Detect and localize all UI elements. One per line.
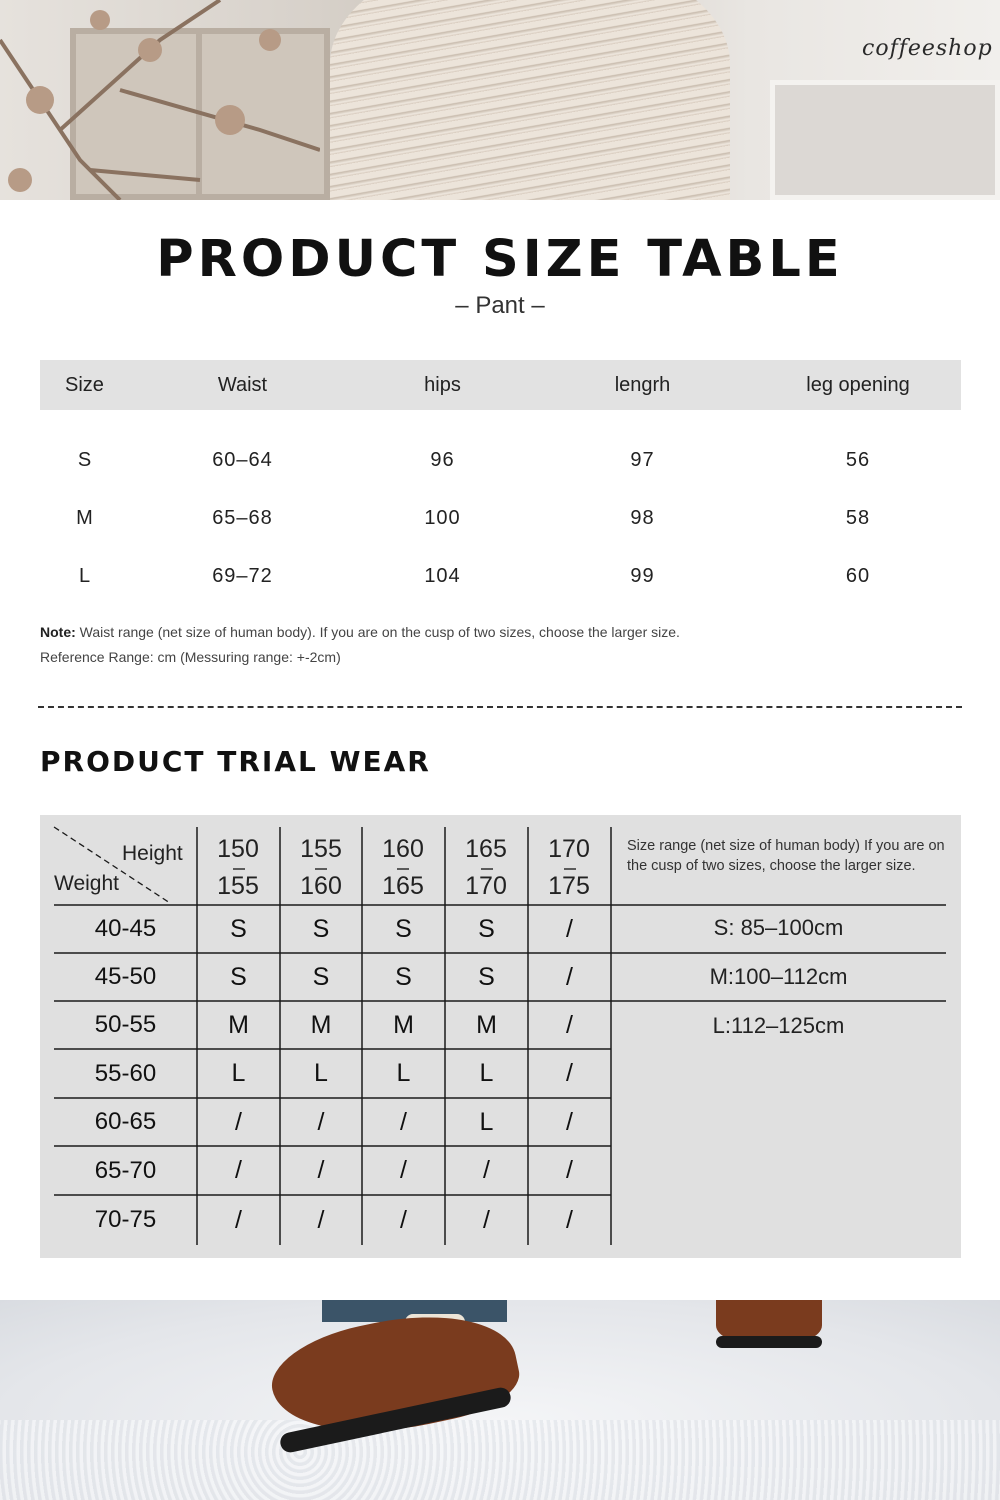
trial-wear-table — [40, 815, 961, 1258]
photo-branch — [0, 0, 320, 200]
hips-cell: 96 — [430, 448, 455, 471]
weight-range-cell: 45-50 — [94, 963, 157, 990]
trial-section-title: PRODUCT TRIAL WEAR — [40, 745, 431, 778]
size-recommendation-cell: S — [478, 914, 495, 943]
weight-range-cell: 65-70 — [94, 1156, 157, 1184]
size-recommendation-cell: / — [566, 1107, 573, 1136]
size-recommendation-cell: L — [479, 1059, 494, 1087]
page-subtitle: – Pant – — [455, 292, 545, 319]
photo-snow — [0, 1420, 1000, 1500]
note-label: Note: — [40, 624, 76, 640]
length-cell: 97 — [630, 448, 655, 471]
height-range-start: 165 — [465, 835, 507, 863]
hips-cell: 104 — [424, 564, 461, 587]
size-recommendation-cell: M — [393, 1010, 414, 1039]
size-recommendation-cell: / — [317, 1156, 325, 1184]
height-range-end: 160 — [300, 872, 342, 900]
size-recommendation-cell: / — [235, 1107, 242, 1136]
size-recommendation-cell: L — [231, 1059, 246, 1087]
size-recommendation-cell: / — [566, 1156, 573, 1184]
weight-range-cell: 70-75 — [94, 1206, 157, 1233]
size-recommendation-cell: / — [566, 1010, 573, 1039]
size-recommendation-cell: L — [396, 1059, 411, 1087]
size-recommendation-cell: / — [483, 1156, 490, 1184]
hips-col-header: hips — [424, 373, 461, 396]
note-text: Waist range (net size of human body). If you are on the cusp of two sizes, choose the larger size. — [75, 624, 680, 640]
size-recommendation-cell: / — [235, 1205, 242, 1234]
photo-sweater — [330, 0, 730, 200]
size-cell: L — [78, 564, 92, 587]
size-recommendation-cell: S — [230, 962, 247, 991]
size-recommendation-cell: / — [400, 1156, 407, 1184]
weight-range-cell: 60-65 — [94, 1108, 157, 1135]
size-recommendation-cell: / — [317, 1205, 325, 1234]
page-title: PRODUCT SIZE TABLE — [156, 230, 844, 289]
length-cell: 98 — [630, 506, 655, 529]
top-photo — [0, 0, 1000, 200]
reference-range-note: Reference Range: cm (Messuring range: +-2cm) — [40, 649, 341, 665]
size-cell: S — [77, 448, 93, 471]
size-recommendation-cell: / — [235, 1156, 242, 1184]
waist-cell: 60–64 — [212, 448, 273, 471]
size-recommendation-cell: / — [566, 1205, 573, 1234]
table-row — [40, 547, 961, 605]
height-range-end: 175 — [548, 872, 590, 900]
size-recommendation-cell: S — [395, 962, 412, 991]
photo-shop-sign: coffeeshop — [862, 36, 993, 61]
table-row — [40, 489, 961, 547]
size-recommendation-cell: / — [400, 1205, 407, 1234]
height-axis-label: Height — [122, 842, 183, 865]
bottom-photo — [0, 1300, 1000, 1500]
leg-opening-cell: 58 — [845, 506, 871, 529]
size-cell: M — [76, 506, 94, 529]
photo-window-right — [770, 80, 1000, 200]
height-range-end: 155 — [217, 872, 259, 900]
height-range-start: 155 — [300, 835, 342, 863]
size-table — [40, 360, 961, 605]
weight-axis-label: Weight — [54, 872, 119, 895]
height-range-end: 165 — [382, 872, 424, 900]
weight-range-cell: 55-60 — [94, 1059, 157, 1087]
size-recommendation-cell: L — [479, 1107, 494, 1136]
length-col-header: lengrh — [614, 373, 671, 396]
size-recommendation-cell: L — [314, 1059, 328, 1087]
height-range-start: 150 — [217, 835, 259, 863]
size-recommendation-cell: / — [317, 1107, 325, 1136]
size-recommendation-cell: S — [478, 962, 495, 991]
height-range-start: 160 — [382, 835, 424, 863]
dashed-divider — [38, 706, 962, 708]
hips-cell: 100 — [424, 506, 461, 529]
size-note — [40, 624, 680, 640]
waist-col-header: Waist — [217, 373, 268, 396]
height-range-end: 170 — [465, 872, 507, 900]
weight-range-cell: 50-55 — [94, 1011, 157, 1038]
size-recommendation-cell: / — [400, 1107, 407, 1136]
size-col-header: Size — [65, 373, 104, 396]
size-recommendation-cell: / — [566, 914, 573, 943]
table-row — [40, 431, 961, 489]
size-recommendation-cell: S — [395, 914, 412, 943]
height-range-start: 170 — [548, 835, 590, 863]
leg-opening-col-header: leg opening — [806, 373, 910, 396]
size-recommendation-cell: M — [310, 1010, 332, 1039]
photo-loafer-sole-right — [716, 1336, 822, 1348]
size-range-note: Size range (net size of human body) If you are on the cusp of two sizes, choose the larger size. — [627, 838, 945, 874]
size-range-l: L:112–125cm — [712, 1013, 845, 1038]
size-recommendation-cell: / — [566, 962, 573, 991]
size-recommendation-cell: / — [566, 1059, 573, 1087]
length-cell: 99 — [630, 564, 655, 587]
size-recommendation-cell: / — [483, 1205, 490, 1234]
weight-range-cell: 40-45 — [94, 915, 157, 942]
waist-cell: 69–72 — [212, 564, 273, 587]
size-recommendation-cell: S — [230, 914, 247, 943]
size-recommendation-cell: S — [312, 962, 330, 991]
size-recommendation-cell: M — [228, 1010, 249, 1039]
size-range-m: M:100–112cm — [709, 964, 848, 989]
waist-cell: 65–68 — [212, 506, 273, 529]
size-table-header — [40, 360, 961, 410]
leg-opening-cell: 56 — [845, 448, 871, 471]
size-recommendation-cell: M — [476, 1010, 497, 1039]
size-recommendation-cell: S — [312, 914, 330, 943]
size-range-s: S: 85–100cm — [713, 915, 844, 940]
leg-opening-cell: 60 — [845, 564, 871, 587]
